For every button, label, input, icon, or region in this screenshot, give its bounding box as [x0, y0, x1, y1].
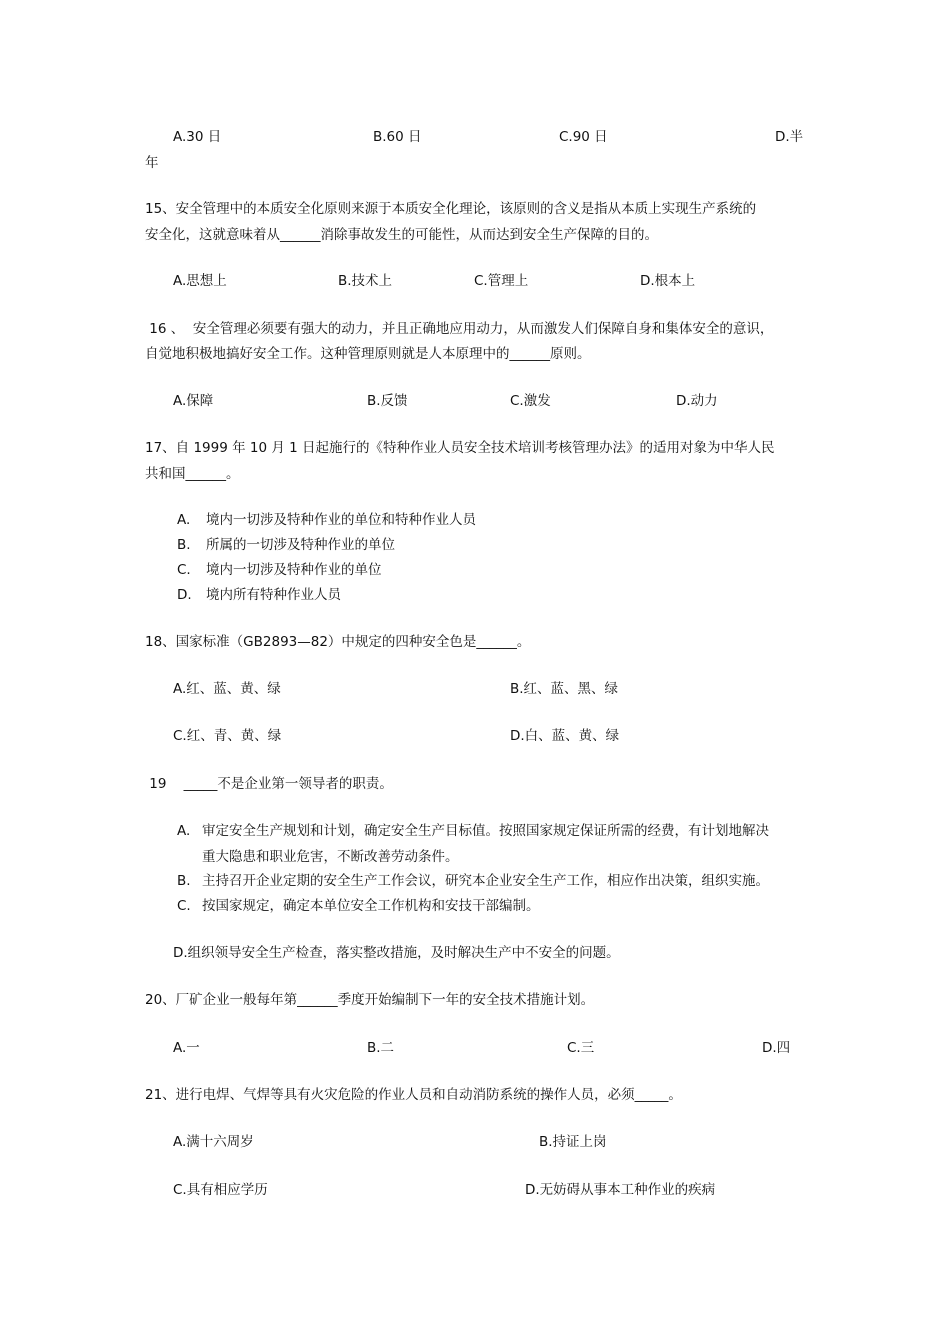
- q16-stem-line1: 16 、 安全管理必须要有强大的动力，并且正确地应用动力，从而激发人们保障自身和集体安全的意识，: [145, 321, 774, 337]
- q17-option-c-text: 境内一切涉及特种作业的单位: [206, 562, 382, 578]
- q21-option-a: A.满十六周岁: [173, 1134, 254, 1150]
- q18-stem: 18、国家标准（GB2893—82）中规定的四种安全色是______。: [145, 634, 531, 650]
- q16-option-c: C.激发: [510, 393, 551, 409]
- q20-option-d: D.四: [762, 1040, 791, 1056]
- q15-option-a: A.思想上: [173, 273, 227, 289]
- q20-option-c: C.三: [567, 1040, 595, 1056]
- q17-stem-line2: 共和国______。: [145, 466, 240, 482]
- q15-stem-line1: 15、安全管理中的本质安全化原则来源于本质安全化理论，该原则的含义是指从本质上实现生产系统的: [145, 201, 757, 217]
- q21-option-b: B.持证上岗: [539, 1134, 607, 1150]
- q16-option-d: D.动力: [676, 393, 718, 409]
- q19-option-c-letter: C.: [177, 898, 191, 914]
- q19-stem: 19 _____不是企业第一领导者的职责。: [145, 776, 393, 792]
- q16-option-b: B.反馈: [367, 393, 408, 409]
- q19-option-a-continuation: 重大隐患和职业危害，不断改善劳动条件。: [202, 849, 459, 865]
- q14-option-d-wrap: 年: [145, 155, 159, 171]
- q14-option-a: A.30 日: [173, 129, 222, 145]
- q19-option-b-text: 主持召开企业定期的安全生产工作会议，研究本企业安全生产工作，相应作出决策，组织实施。: [202, 873, 769, 889]
- q15-stem-line2: 安全化，这就意味着从______消除事故发生的可能性，从而达到安全生产保障的目的。: [145, 227, 658, 243]
- q17-option-b-text: 所属的一切涉及特种作业的单位: [206, 537, 395, 553]
- q17-option-b-letter: B.: [177, 537, 191, 553]
- q20-option-b: B.二: [367, 1040, 395, 1056]
- q20-option-a: A.一: [173, 1040, 200, 1056]
- q16-stem-line2: 自觉地积极地搞好安全工作。这种管理原则就是人本原理中的______原则。: [145, 346, 591, 362]
- q18-option-c: C.红、青、黄、绿: [173, 728, 282, 744]
- q19-option-b-letter: B.: [177, 873, 191, 889]
- q17-option-c-letter: C.: [177, 562, 191, 578]
- q16-option-a: A.保障: [173, 393, 214, 409]
- q17-option-a-letter: A.: [177, 512, 191, 528]
- q19-option-a-letter: A.: [177, 823, 191, 839]
- q14-option-b: B.60 日: [373, 129, 422, 145]
- q18-option-d: D.白、蓝、黄、绿: [510, 728, 620, 744]
- q19-option-c-text: 按国家规定，确定本单位安全工作机构和安技干部编制。: [202, 898, 540, 914]
- q15-option-b: B.技术上: [338, 273, 393, 289]
- q21-stem: 21、进行电焊、气焊等具有火灾危险的作业人员和自动消防系统的操作人员，必须_____。: [145, 1087, 682, 1103]
- q19-option-d: D.组织领导安全生产检查，落实整改措施，及时解决生产中不安全的问题。: [173, 945, 620, 961]
- q21-option-d: D.无妨碍从事本工种作业的疾病: [525, 1182, 716, 1198]
- q19-option-a-text: 审定安全生产规划和计划，确定安全生产目标值。按照国家规定保证所需的经费，有计划地解决: [202, 823, 769, 839]
- q18-option-a: A.红、蓝、黄、绿: [173, 681, 281, 697]
- q17-option-a-text: 境内一切涉及特种作业的单位和特种作业人员: [206, 512, 476, 528]
- q18-option-b: B.红、蓝、黑、绿: [510, 681, 619, 697]
- q17-option-d-text: 境内所有特种作业人员: [206, 587, 341, 603]
- q15-option-d: D.根本上: [640, 273, 696, 289]
- q17-stem-line1: 17、自 1999 年 10 月 1 日起施行的《特种作业人员安全技术培训考核管理办法》的适用对象为中华人民: [145, 440, 775, 456]
- q20-stem: 20、厂矿企业一般每年第______季度开始编制下一年的安全技术措施计划。: [145, 992, 595, 1008]
- q21-option-c: C.具有相应学历: [173, 1182, 268, 1198]
- q17-option-d-letter: D.: [177, 587, 192, 603]
- q14-option-d: D.半: [775, 129, 804, 145]
- q14-option-c: C.90 日: [559, 129, 608, 145]
- q15-option-c: C.管理上: [474, 273, 529, 289]
